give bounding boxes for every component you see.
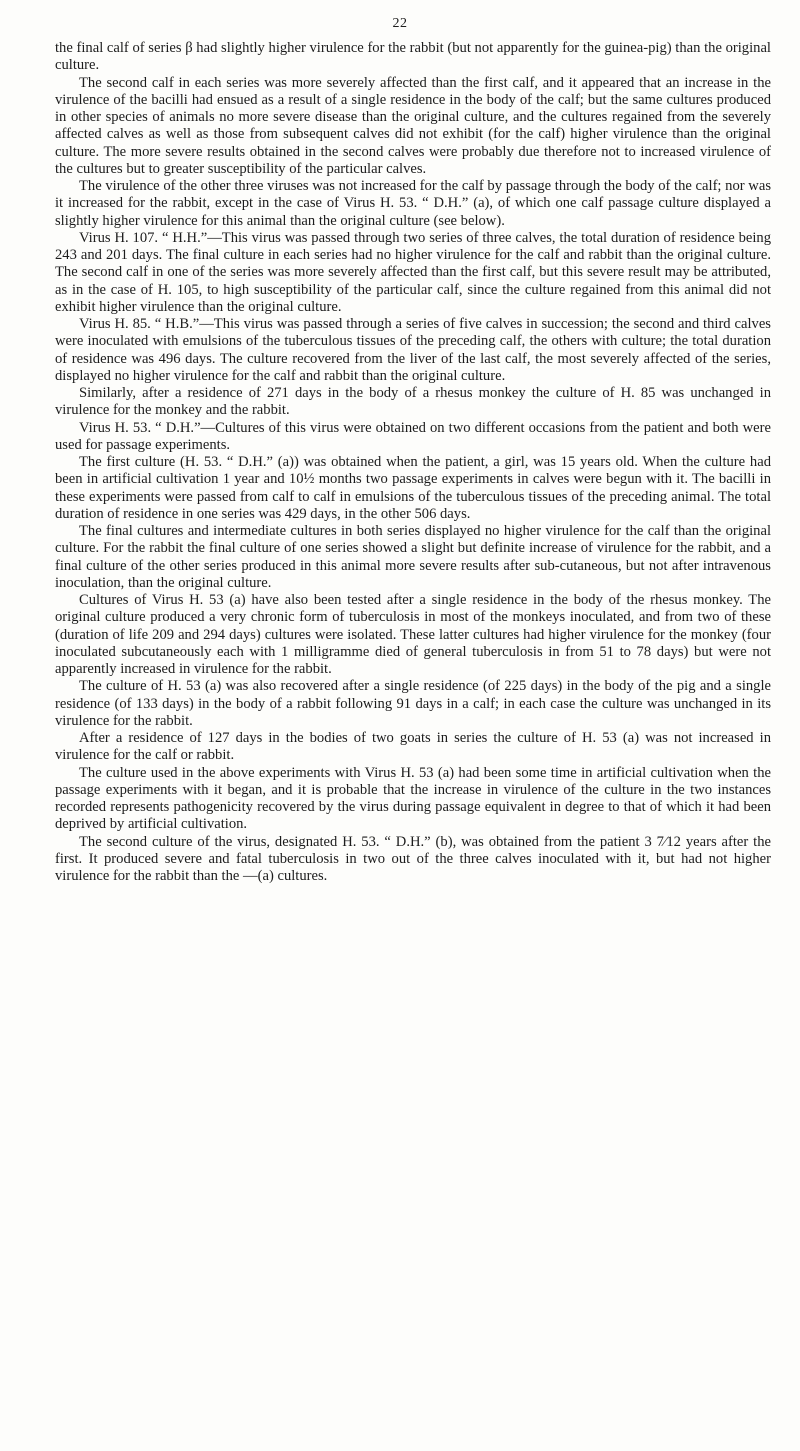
paragraph: Cultures of Virus H. 53 (a) have also been tested after a single residence in the body of the rhesus monkey. The original culture produced a very chronic form of tuberculosis in most of the monkeys inoculated, and from two of these (duration of life 209 and 294 days) cultures were isolated. These latter cultures had higher virulence for the monkey (four inoculated subcutaneously each with 1 milligramme died of general tuberculosis in from 51 to 78 days) but were not apparently increased in virulence for the rabbit. [55, 592, 771, 677]
paragraph: Virus H. 107. “ H.H.”—This virus was passed through two series of three calves, the total duration of residence being 243 and 201 days. The final culture in each series had no higher virulence for the calf and rabbit than the original culture. The second calf in one of the series was more severely affected than the first calf, but this severe result may be attributed, as in the case of H. 105, to high susceptibility of the particular calf, since the culture regained from this animal did not exhibit higher virulence than the original culture. [55, 229, 771, 315]
paragraph: Similarly, after a residence of 271 days in the body of a rhesus monkey the culture of H. 85 was unchanged in virulence for the monkey and the rabbit. [55, 385, 771, 419]
paragraph: Virus H. 85. “ H.B.”—This virus was passed through a series of five calves in succession; the second and third calves were inoculated with emulsions of the tuberculous tissues of the preceding calf, the others with culture; the total duration of residence was 496 days. The culture recovered from the liver of the last calf, the most severely affected of the series, displayed no higher virulence for the calf and rabbit than the original culture. [55, 316, 771, 384]
paragraph: The culture of H. 53 (a) was also recovered after a single residence (of 225 days) in the body of the pig and a single residence (of 133 days) in the body of a rabbit following 91 days in a calf; in each case the culture was unchanged in its virulence for the rabbit. [55, 678, 771, 729]
paragraph: the final calf of series β had slightly higher virulence for the rabbit (but not apparently for the guinea-pig) than the original culture. [55, 40, 771, 74]
page-number: 22 [392, 16, 408, 31]
paragraph: The second culture of the virus, designated H. 53. “ D.H.” (b), was obtained from the patient 3 7⁄12 years after the first. It produced severe and fatal tuberculosis in two out of the three calves inoculated with it, but had not higher virulence for the rabbit than the —(a) cultures. [55, 833, 771, 884]
paragraph: The culture used in the above experiments with Virus H. 53 (a) had been some time in artificial cultivation when the passage experiments with it began, and it is probable that the increase in virulence of the culture in the two instances recorded represents pathogenicity recovered by the virus during passage equivalent in degree to that of which it had been deprived by artificial cultivation. [55, 764, 771, 833]
paragraph: The first culture (H. 53. “ D.H.” (a)) was obtained when the patient, a girl, was 15 years old. When the culture had been in artificial cultivation 1 year and 10½ months two passage experiments in calves were begun with it. The bacilli in these experiments were passed from calf to calf in emulsions of the tuberculous tissues of the preceding animal. The total duration of residence in one series was 429 days, in the other 506 days. [55, 454, 771, 522]
paragraph: The virulence of the other three viruses was not increased for the calf by passage through the body of the calf; nor was it increased for the rabbit, except in the case of Virus H. 53. “ D.H.” (a), of which one calf passage culture displayed a slightly higher virulence for this animal than the original culture (see below). [55, 178, 771, 229]
paragraph: Virus H. 53. “ D.H.”—Cultures of this virus were obtained on two different occasions from the patient and both were used for passage experiments. [55, 419, 771, 453]
body-text [55, 40, 771, 885]
paragraph: The final cultures and intermediate cultures in both series displayed no higher virulence for the calf than the original culture. For the rabbit the final culture of one series showed a slight but definite increase of virulence for the rabbit, and a final culture of the other series produced in this animal more severe results after sub-cutaneous, but not after intravenous inoculation, than the original culture. [55, 523, 771, 591]
paragraph: The second calf in each series was more severely affected than the first calf, and it appeared that an increase in the virulence of the bacilli had ensued as a result of a single residence in the body of the calf; but the same cultures produced in other species of animals no more severe disease than the original culture, and the cultures regained from the severely affected calves as well as those from subsequent calves did not exhibit (for the calf) higher virulence than the original culture. The more severe results obtained in the second calves were probably due therefore not to increased virulence of the cultures but to greater susceptibility of the particular calves. [55, 74, 771, 177]
paragraph: After a residence of 127 days in the bodies of two goats in series the culture of H. 53 (a) was not increased in virulence for the calf or rabbit. [55, 730, 771, 764]
